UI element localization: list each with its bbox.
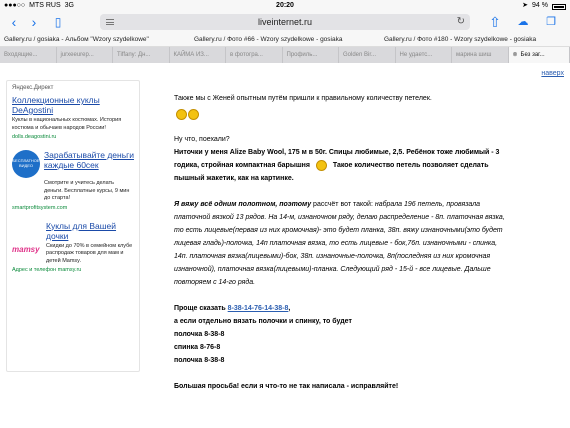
tabs-overview-button[interactable]: ❐	[546, 16, 556, 28]
battery-label: 94 %	[532, 2, 548, 9]
smiley-icon	[176, 109, 187, 120]
article-text: Ниточки у меня Alize Baby Wool, 175 м в 50г. Спицы любимые, 2,5. Ребёнок тоже любимый - 3 годика, стройная компактная барышня	[174, 149, 500, 169]
tab-item[interactable]: марина шиш	[452, 47, 509, 63]
article-body	[174, 92, 509, 393]
tab-item[interactable]: Профиль...	[283, 47, 340, 63]
tab-active[interactable]	[509, 47, 570, 63]
web-page	[0, 63, 570, 428]
article-text: рассчёт вот такой:	[313, 201, 373, 208]
ad-text: Куклы в национальных костюмах. История костюма и обычаев народов России!	[12, 117, 122, 131]
article-text: ,	[288, 305, 291, 312]
tab-item[interactable]: в фотогра...	[226, 47, 283, 63]
bookmarks-button[interactable]: ▯	[54, 15, 62, 29]
reload-icon[interactable]: ↻	[456, 16, 465, 27]
browser-toolbar	[0, 11, 570, 33]
tab-item[interactable]: КАЙМА ИЗ...	[170, 47, 227, 63]
tab-strip	[0, 47, 570, 63]
cloud-tabs-button[interactable]: ☁	[517, 16, 529, 28]
ad-title[interactable]: Коллекционные куклы DeAgostini	[12, 95, 100, 115]
clock: 20:20	[276, 2, 294, 9]
article-text: набрала 196 петель, провязала платочной вязкой 13 рядов. На 14-м, изнаночном ряду, делаю распределение - 8п. платочная вязка, то есть лицевые(первая из них кромочная)- это будет планка, 38п. вяжу изнаночными(это будет лицевая гладь)-полочка, 14п платочная вязка, то есть лицевые - бок,76п. изнаночными - спинка, 14п. платочная вязка(лицевыми)-бок, 38п. изнаночные-полочка, 8п(последняя из них кромочная изнаночной), платочная вязка(лицевыми)-планка. Следующий ряд - 15-й - все лицевые. Дальше повторяем с 14-го ряда.	[174, 201, 505, 286]
ad-title[interactable]: Зарабатывайте деньги каждые 60сек	[44, 150, 134, 170]
bookmark-item[interactable]: Gallery.ru / gosiaka - Альбом "Wzory szydelkowe"	[4, 36, 149, 43]
smiley-icon	[316, 160, 327, 171]
article-paragraph	[174, 302, 509, 315]
article-text: Проще сказать	[174, 305, 226, 312]
article-paragraph	[174, 146, 509, 185]
article-paragraph: спинка 8-76-8	[174, 344, 221, 351]
tab-item[interactable]: Tiffany: Дн...	[113, 47, 170, 63]
mamsy-logo: mamsy	[12, 244, 40, 254]
ad-text: Скидки до 70% в семейном клубе распродаж товаров для мам и детей Mamsy.	[46, 242, 133, 264]
article-paragraph: Ну что, поехали?	[174, 136, 230, 143]
yandex-ads-block	[6, 80, 140, 372]
bookmark-item[interactable]: Gallery.ru / Фото #66 - Wzory szydelkowe - gosiaka	[194, 36, 343, 43]
address-bar[interactable]	[100, 14, 470, 30]
forward-button[interactable]: ›	[31, 14, 37, 30]
smiley-icon	[188, 109, 199, 120]
location-icon: ➤	[522, 2, 529, 9]
sequence-link[interactable]: 8-38-14-76-14-38-8	[227, 305, 289, 312]
battery-icon	[552, 4, 566, 10]
tab-item[interactable]: Входящие...	[0, 47, 57, 63]
ad-item[interactable]	[12, 221, 134, 274]
article-text: Я вяжу всё одним полотном, поэтому	[174, 201, 312, 208]
tab-active-label: Без заг...	[520, 52, 545, 58]
smiley-row	[176, 108, 509, 121]
ads-label[interactable]: Яндекс.Директ	[12, 85, 54, 91]
address-url: liveinternet.ru	[257, 17, 313, 27]
article-text: Такое количество петель позволяет сделать пышный жакетик, как на картинке.	[174, 162, 489, 182]
status-bar	[0, 0, 570, 11]
back-button[interactable]: ‹	[11, 14, 17, 30]
ad-url[interactable]: dolls.deagostini.ru	[12, 134, 57, 140]
close-tab-icon[interactable]: ⊗	[512, 52, 518, 58]
ad-item[interactable]	[12, 150, 134, 211]
ad-text: Смотрите и учитесь делать деньги. Бесплатные курсы, 9 мин до старта!	[44, 180, 130, 201]
tab-item[interactable]: jurxeeurep...	[57, 47, 114, 63]
bookmark-item[interactable]: Gallery.ru / Фото #180 - Wzory szydelkowe - gosiaka	[384, 36, 537, 43]
network-label: 3G	[64, 2, 74, 9]
article-paragraph: Большая просьба! если я что-то не так написала - исправляйте!	[174, 383, 399, 390]
ad-url[interactable]: smartprofitsystem.com	[12, 204, 68, 211]
article-paragraph: а если отдельно вязать полочки и спинку, то будет	[174, 318, 352, 325]
ad-row	[12, 150, 134, 178]
article-paragraph: Также мы с Женей опытным путём пришли к правильному количеству петелек.	[174, 95, 432, 102]
article-paragraph	[174, 198, 509, 289]
article-paragraph: полочка 8-38-8	[174, 357, 225, 364]
free-video-badge-icon: БЕСПЛАТНОЕ ВИДЕО	[12, 150, 40, 178]
share-button[interactable]: ⇧	[489, 14, 501, 30]
ad-row	[12, 241, 134, 266]
tab-item[interactable]: Golden Bir...	[339, 47, 396, 63]
ad-url[interactable]: Адрес и телефон mamsy.ru	[12, 267, 82, 273]
signal-icon: ●●●○○	[4, 2, 26, 9]
tab-item[interactable]: Не удаетс...	[396, 47, 453, 63]
carrier-label: MTS RUS	[29, 2, 61, 9]
ad-title[interactable]: Куклы для Вашей дочки	[46, 220, 117, 241]
article-paragraph: полочка 8-38-8	[174, 331, 225, 338]
top-link[interactable]: наверх	[541, 70, 564, 77]
bookmarks-bar	[0, 33, 570, 47]
ad-item[interactable]	[12, 95, 134, 140]
status-right	[522, 0, 566, 11]
